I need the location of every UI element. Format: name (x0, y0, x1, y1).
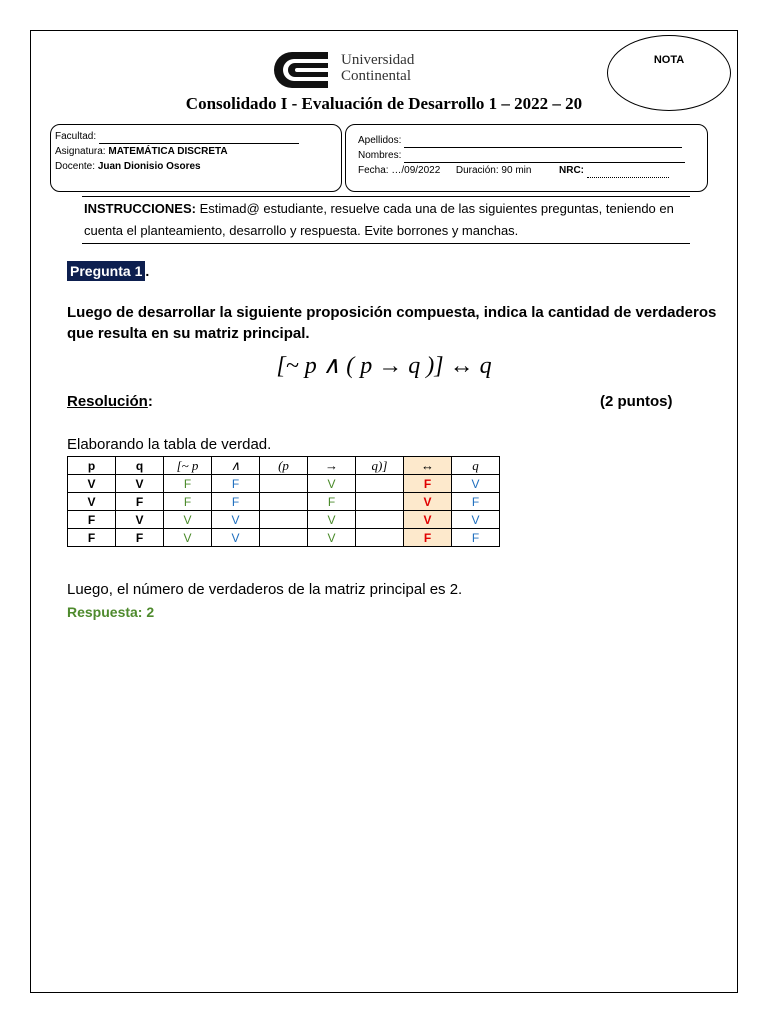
university-name: Universidad Continental (341, 52, 415, 84)
nota-label: NOTA (653, 54, 685, 66)
course-info-box (50, 124, 342, 192)
university-logo-icon (270, 48, 332, 92)
table-row: F F V V V F F (68, 529, 500, 547)
question-text: Luego de desarrollar la siguiente proposición compuesta, indica la cantidad de verdaderos que resulta en su matriz principal. (67, 304, 717, 342)
nrc-label: NRC: (559, 165, 584, 176)
docente-row: Docente: Juan Dionisio Osores (55, 161, 201, 172)
table-row: V F F F F V F (68, 493, 500, 511)
truth-table (67, 456, 500, 547)
table-intro: Elaborando la tabla de verdad. (67, 436, 272, 453)
apellidos-blank[interactable] (404, 136, 682, 148)
conclusion-text: Luego, el número de verdaderos de la matriz principal es 2. (67, 581, 463, 598)
points-label: (2 puntos) (600, 393, 673, 410)
resolution-heading: Resolución: (67, 393, 153, 410)
table-row: V V F F V F V (68, 475, 500, 493)
apellidos-row: Apellidos: (358, 133, 695, 148)
table-header-row: p q [~ p ∧ (p → q)] ↔ q (68, 457, 500, 475)
table-row: F V V V V V V (68, 511, 500, 529)
nrc-blank[interactable] (587, 166, 669, 178)
question-label: Pregunta 1 (67, 261, 145, 281)
duracion-label: Duración: 90 min (455, 165, 532, 176)
fecha-row (358, 163, 695, 178)
facultad-blank[interactable] (99, 132, 299, 144)
nombres-row: Nombres: (358, 148, 695, 163)
page-title: Consolidado I - Evaluación de Desarrollo 1 – 2022 – 20 (185, 94, 583, 113)
formula: [~ p ∧ ( p → q )] ↔ q (276, 353, 492, 379)
question-heading: Pregunta 1 . (67, 261, 149, 281)
fecha-label: Fecha: …/09/2022 (358, 165, 441, 176)
student-info-box (345, 124, 708, 192)
facultad-row: Facultad: (55, 129, 337, 144)
instructions: INSTRUCCIONES: Estimad@ estudiante, resuelve cada una de las siguientes preguntas, teniendo en cuenta el planteamiento, desarrollo y respuesta. Evite borrones y manchas. (82, 196, 690, 244)
answer-text: Respuesta: 2 (67, 604, 155, 620)
asignatura-row: Asignatura: MATEMÁTICA DISCRETA (55, 146, 228, 157)
nombres-blank[interactable] (404, 151, 685, 163)
